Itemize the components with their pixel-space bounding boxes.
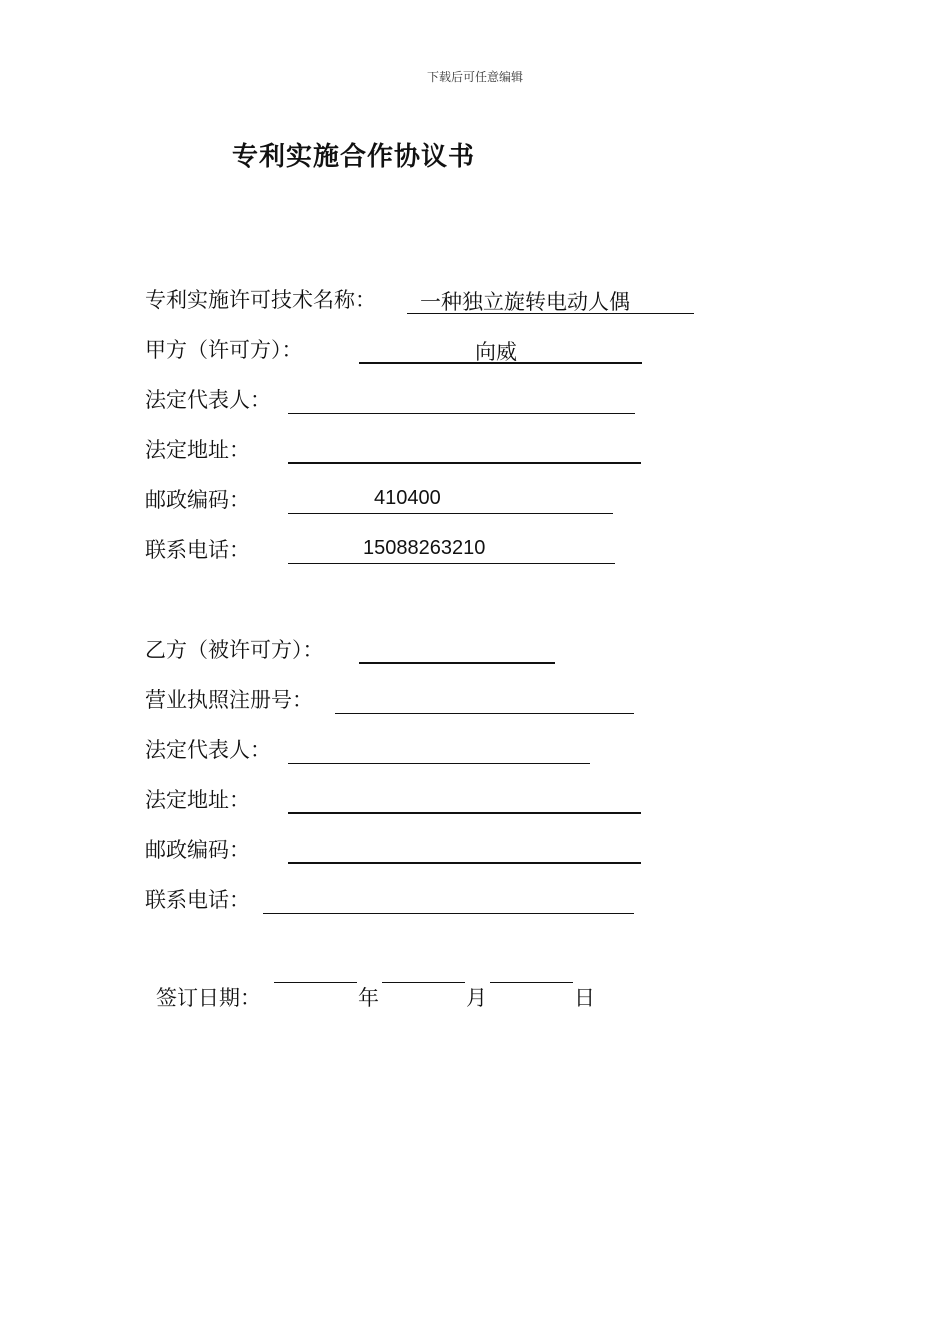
party-b-postcode-underline	[288, 862, 641, 864]
day-label: 日	[574, 986, 595, 1010]
party-a-phone-label: 联系电话：	[145, 538, 250, 562]
party-a-rep-label: 法定代表人：	[145, 388, 271, 412]
party-a-row	[145, 334, 645, 366]
year-underline	[274, 982, 357, 983]
party-b-underline	[359, 662, 555, 664]
party-b-phone-row	[145, 884, 645, 916]
party-b-rep-row	[145, 734, 645, 766]
month-label: 月	[466, 986, 487, 1010]
party-b-row	[145, 634, 645, 666]
party-a-address-underline	[288, 462, 641, 464]
document-title: 专利实施合作协议书	[232, 142, 476, 172]
party-b-phone-label: 联系电话：	[145, 888, 250, 912]
party-a-phone-row	[145, 534, 645, 566]
party-b-license-label: 营业执照注册号：	[145, 688, 313, 712]
year-label: 年	[358, 986, 379, 1010]
party-a-address-row	[145, 434, 645, 466]
party-b-address-label: 法定地址：	[145, 788, 250, 812]
party-a-postcode-label: 邮政编码：	[145, 488, 250, 512]
party-a-label: 甲方（许可方）：	[145, 338, 303, 362]
header-note: 下载后可任意编辑	[426, 70, 523, 84]
party-a-rep-underline	[288, 413, 635, 414]
party-a-phone-underline	[288, 563, 615, 564]
party-b-rep-label: 法定代表人：	[145, 738, 271, 762]
month-underline	[382, 982, 465, 983]
party-b-postcode-label: 邮政编码：	[145, 838, 250, 862]
party-b-label: 乙方（被许可方）：	[145, 638, 324, 662]
tech-name-value: 一种独立旋转电动人偶	[420, 290, 630, 314]
tech-name-label: 专利实施许可技术名称：	[145, 288, 376, 312]
sign-date-label: 签订日期：	[156, 986, 261, 1010]
party-b-phone-underline	[263, 913, 634, 914]
party-b-license-row	[145, 684, 645, 716]
party-a-postcode-value: 410400	[374, 487, 441, 509]
party-a-postcode-row	[145, 484, 645, 516]
party-b-address-underline	[288, 812, 641, 814]
party-b-rep-underline	[288, 763, 590, 764]
party-a-rep-row	[145, 384, 645, 416]
party-a-postcode-underline	[288, 513, 613, 514]
party-b-license-underline	[335, 713, 634, 714]
party-a-name-value: 向威	[475, 340, 517, 364]
party-b-address-row	[145, 784, 645, 816]
party-b-postcode-row	[145, 834, 645, 866]
party-a-address-label: 法定地址：	[145, 438, 250, 462]
tech-name-row	[145, 284, 705, 316]
day-underline	[490, 982, 573, 983]
sign-date-row	[156, 982, 616, 1014]
party-a-phone-value: 15088263210	[363, 537, 486, 559]
